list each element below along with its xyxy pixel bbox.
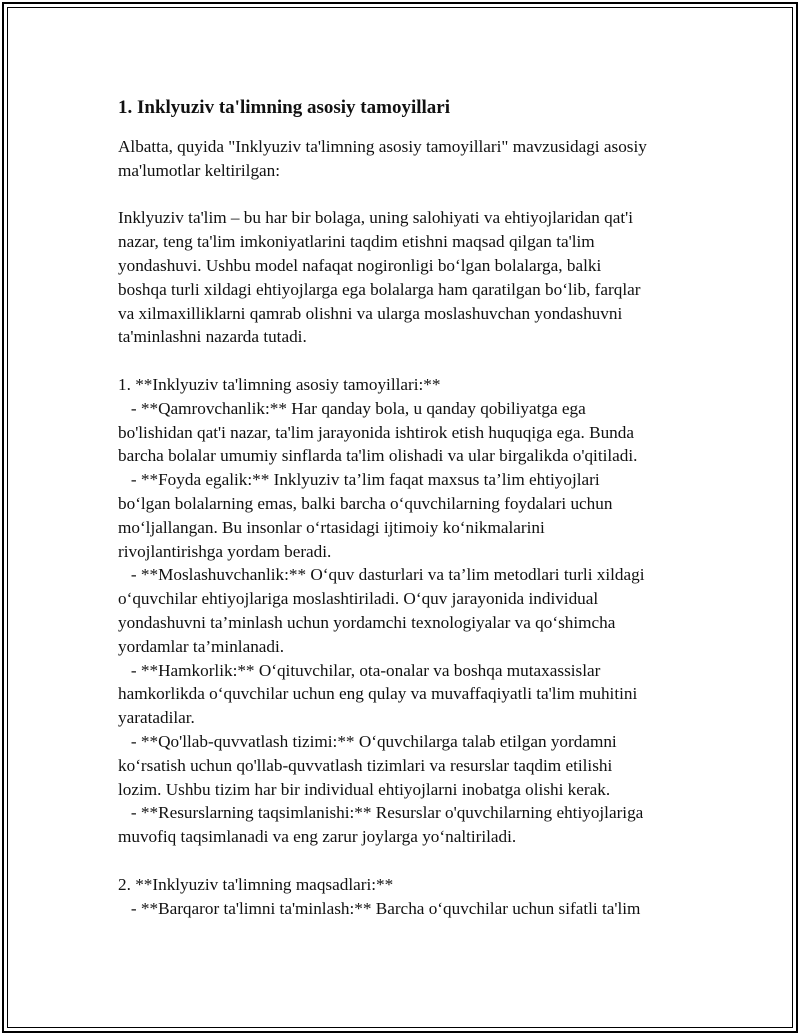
text-line: - **Barqaror ta'limni ta'minlash:** Barcha o‘quvchilar uchun sifatli ta'lim <box>118 898 641 918</box>
document-heading: 1. Inklyuziv ta'limning asosiy tamoyillari <box>118 97 451 118</box>
text-line: - **Moslashuvchanlik:** O‘quv dasturlari va ta’lim metodlari turli xildagi <box>118 565 645 585</box>
text-line: yondashuvi. Ushbu model nafaqat nogironligi bo‘lgan bolalarga, balki <box>118 255 602 275</box>
text-line: nazar, teng ta'lim imkoniyatlarini taqdim etishni maqsad qilgan ta'lim <box>118 232 595 252</box>
text-line: ta'minlashni nazarda tutadi. <box>118 327 307 347</box>
goals-section <box>118 873 698 921</box>
text-line: hamkorlikda o‘quvchilar uchun eng qulay va muvaffaqiyatli ta'lim muhitini <box>118 684 638 704</box>
text-line: va xilmaxilliklarni qamrab olishni va ularga moslashuvchan yondashuvni <box>118 303 623 323</box>
text-line: bo‘lgan bolalarning emas, balki barcha o‘quvchilarning foydalari uchun <box>118 493 613 513</box>
text-line: boshqa turli xildagi ehtiyojlarga ega bolalarga ham qaratilgan bo‘lib, farqlar <box>118 279 641 299</box>
text-line: - **Foyda egalik:** Inklyuziv ta’lim faqat maxsus ta’lim ehtiyojlari <box>118 470 600 490</box>
text-line: bo'lishidan qat'i nazar, ta'lim jarayonida ishtirok etish huquqiga ega. Bunda <box>118 422 634 442</box>
text-line: mo‘ljallangan. Bu insonlar o‘rtasidagi ijtimoiy ko‘nikmalarini <box>118 517 545 537</box>
text-line: ma'lumotlar keltirilgan: <box>118 160 281 180</box>
document-content <box>118 92 698 920</box>
text-line: - **Hamkorlik:** O‘qituvchilar, ota-onalar va boshqa mutaxassislar <box>118 660 601 680</box>
text-line: rivojlantirishga yordam beradi. <box>118 541 332 561</box>
text-line: Albatta, quyida "Inklyuziv ta'limning asosiy tamoyillari" mavzusidagi asosiy <box>118 137 647 156</box>
text-line: yondashuvni ta’minlash uchun yordamchi texnologiyalar va qo‘shimcha <box>118 612 616 632</box>
text-line: yordamlar ta’minlanadi. <box>118 636 285 656</box>
text-line: yaratadilar. <box>118 708 195 728</box>
text-line: o‘quvchilar ehtiyojlariga moslashtiriladi. O‘quv jarayonida individual <box>118 589 599 609</box>
text-line: Inklyuziv ta'lim – bu har bir bolaga, uning salohiyati va ehtiyojlaridan qat'i <box>118 208 634 228</box>
text-line: lozim. Ushbu tizim har bir individual ehtiyojlarni inobatga olishi kerak. <box>118 779 611 799</box>
text-line: - **Qamrovchanlik:** Har qanday bola, u qanday qobiliyatga ega <box>118 398 586 418</box>
intro-paragraph <box>118 135 698 183</box>
text-line: barcha bolalar umumiy sinflarda ta'lim olishadi va ular birgalikda o'qitiladi. <box>118 446 638 466</box>
text-line: - **Resurslarning taqsimlanishi:** Resurslar o'quvchilarning ehtiyojlariga <box>118 803 644 823</box>
definition-paragraph <box>118 206 698 349</box>
section-heading-line: 2. **Inklyuziv ta'limning maqsadlari:** <box>118 874 394 894</box>
text-line: ko‘rsatish uchun qo'llab-quvvatlash tizimlari va resurslar taqdim etilishi <box>118 755 613 775</box>
text-line: muvofiq taqsimlanadi va eng zarur joylarga yo‘naltiriladi. <box>118 827 517 847</box>
principles-section <box>118 373 698 849</box>
text-line: - **Qo'llab-quvvatlash tizimi:** O‘quvchilarga talab etilgan yordamni <box>118 731 617 751</box>
section-heading-line: 1. **Inklyuziv ta'limning asosiy tamoyillari:** <box>118 374 441 394</box>
